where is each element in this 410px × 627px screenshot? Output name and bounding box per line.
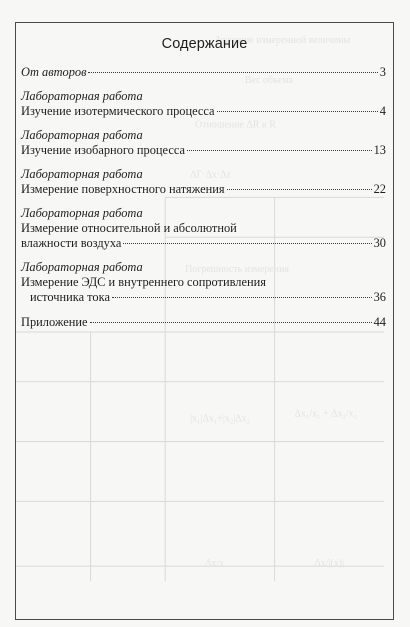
svg-text:Погрешность измерения: Погрешность измерения [185,264,289,276]
dot-leader [90,322,372,323]
toc-entry-title: Измерение поверхностного натяжения [21,182,225,196]
toc-entry-appendix[interactable] [21,315,386,330]
dot-leader [112,297,372,298]
toc-entry-authors[interactable] [21,65,386,80]
toc-entry-emf[interactable] [21,260,386,305]
toc-entry-label: Лабораторная работа [21,167,143,181]
toc-entry-title: Изучение изобарного процесса [21,143,186,157]
toc-entry-label: Лабораторная работа [21,260,143,274]
svg-text:Δx₁/x₁ + Δx₂/x₂: Δx₁/x₁ + Δx₂/x₂ [294,408,358,420]
svg-text:Вес объема: Вес объема [244,74,293,86]
svg-text:Отношение ΔR к R: Отношение ΔR к R [195,119,276,131]
svg-text:|x₁|Δx₁+|x₂|Δx₂: |x₁|Δx₁+|x₂|Δx₂ [190,413,251,425]
dot-leader [187,150,372,151]
toc-entry-title-continued: влажности воздуха [21,236,122,250]
toc-page-number: 30 [373,236,386,250]
toc-entry-label: Лабораторная работа [21,206,143,220]
toc-entry-title: Приложение [21,315,88,329]
svg-text:Значение измеренной величины: Значение измеренной величины [214,34,351,46]
dot-leader [227,189,372,190]
toc-entry-title: Изучение изотермического процесса [21,104,215,118]
toc-page-number: 44 [373,315,386,329]
toc-entry-label: Лабораторная работа [21,89,143,103]
page-title: Содержание [161,36,248,52]
table-of-contents [21,63,386,330]
page-frame [15,22,394,620]
toc-entry-surface-tension[interactable] [21,167,386,197]
toc-entry-label: Лабораторная работа [21,128,143,142]
dot-leader [123,243,371,244]
svg-text:ΔΓ·Δх·Δz: ΔΓ·Δх·Δz [190,169,231,181]
toc-entry-title: От авторов [21,65,87,79]
dot-leader [217,111,378,112]
toc-page-number: 3 [379,65,386,79]
toc-entry-isothermal[interactable] [21,89,386,119]
toc-entry-isobaric[interactable] [21,128,386,158]
toc-page-number: 13 [373,143,386,157]
toc-page-number: 22 [373,182,386,196]
toc-entry-humidity[interactable] [21,206,386,251]
toc-entry-title-continued: источника тока [30,290,110,304]
svg-text:Δx/x: Δx/x [204,558,225,570]
toc-page-number: 4 [379,104,386,118]
toc-entry-title: Измерение ЭДС и внутреннего сопротивления [21,275,266,289]
toc-entry-title: Измерение относительной и абсолютной [21,221,237,235]
toc-page-number: 36 [373,290,386,304]
svg-text:Δx/|(x)|: Δx/|(x)| [314,558,345,570]
dot-leader [88,72,377,73]
